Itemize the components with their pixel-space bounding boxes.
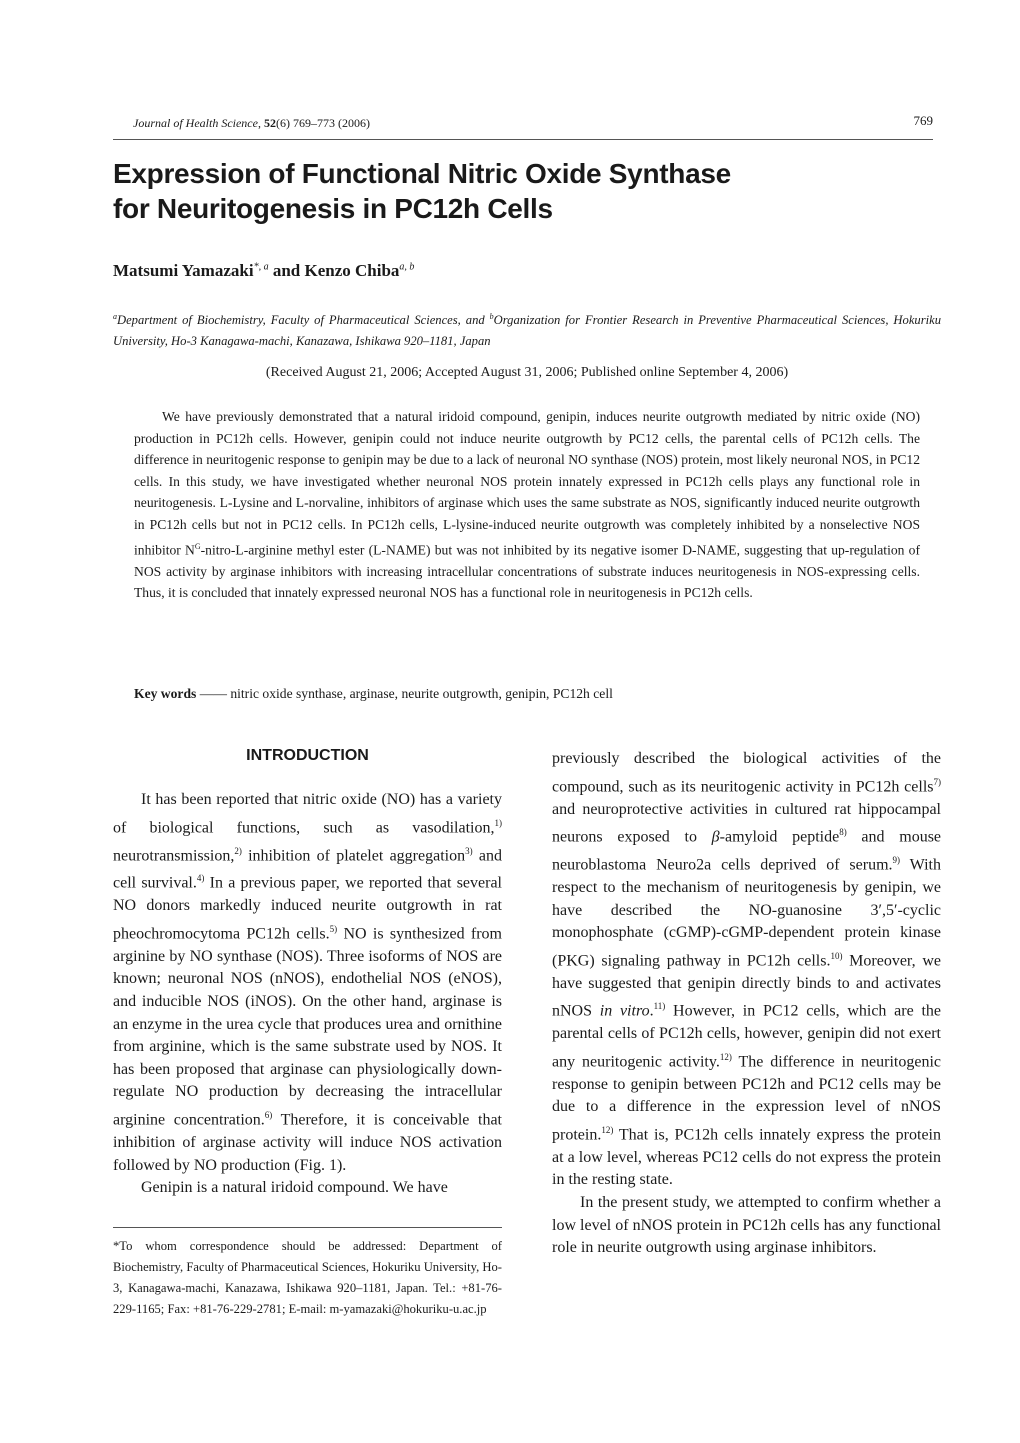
intro-paragraph-3: In the present study, we attempted to confirm whether a low level of nNOS protein in PC12h cells has any functional role in neurite outgrowth using arginase inhibitors. [552,1193,941,1257]
right-column [552,748,941,1260]
keywords-label: Key words [134,686,197,701]
abstract-part-1: We have previously demonstrated that a natural iridoid compound, genipin, induces neurite outgrowth mediated by nitric oxide (NO) production in PC12h cells. However, genipin could not induce neurite outgrowth by PC12 cells, the parental cells of PC12h cells. The difference in neuritogenic response to genipin may be due to a lack of neuronal NO synthase (NOS) protein, most likely neuronal NOS, in PC12 cells. In this study, we have investigated whether neuronal NOS protein innately expressed in PC12h cells plays any functional role in neuritogenesis. L-Lysine and L-norvaline, inhibitors of arginase which uses the same substrate as NOS, significantly induced neurite outgrowth in PC12h cells but not in PC12 cells. In PC12h cells, L-lysine-induced neurite outgrowth was completely inhibited by a nonselective NOS inhibitor N [134,409,920,558]
journal-name: Journal of Health Science [133,116,258,130]
keywords-text: nitric oxide synthase, arginase, neurite outgrowth, genipin, PC12h cell [230,686,613,701]
received-dates: (Received August 21, 2006; Accepted August 31, 2006; Published online September 4, 2006) [265,365,789,380]
author-list [113,261,414,281]
affil-mark-b: b [489,312,494,321]
intro-paragraph-1: It has been reported that nitric oxide (NO) has a variety of biological functions, such as vasodilation,$^{1)}$ neurotransmission,$^{2)}$ inhibition of platelet aggregation$^{3)}$ and cell survival.$^{4)}$ In a previous paper, we reported that several NO donors markedly induced neurite outgrowth in rat pheochromocytoma PC12h cells.$^{5)}$ NO is synthesized from arginine by NO synthase (NOS). Three isoforms of NOS are known; neuronal NOS (nNOS), endothelial NOS (eNOS), and inducible NOS (iNOS). On the other hand, arginase is an enzyme in the urea cycle that produces urea and ornithine from arginine, which is the same substrate used by NOS. It has been proposed that arginase can physiologically down-regulate NO production by decreasing the intracellular arginine concentration.$^{6)}$ Therefore, it is conceivable that inhibition of arginase activity will induce NOS activation followed by NO production (Fig. 1). [113,791,503,1174]
journal-citation: Journal of Health Science, 52(6) 769–773 (2006) [133,116,370,130]
intro-paragraph-2-start: Genipin is a natural iridoid compound. We have [141,1179,448,1197]
keywords [134,686,920,702]
intro-paragraph-2-continued: previously described the biological activities of the compound, such as its neuritogenic activity in PC12h cells$^{7)}$ and neuroprotective activities in cultured rat hippocampal neurons exposed to β-amyloid peptide$^{8)}$ and mouse neuroblastoma Neuro2a cells deprived of serum.$^{9)}$ With respect to the mechanism of neuritogenesis by genipin, we have described the NO-guanosine 3′,5′-cyclic monophosphate (cGMP)-cGMP-dependent protein kinase (PKG) signaling pathway in PC12h cells.$^{10)}$ Moreover, we have suggested that genipin directly binds to and activates nNOS in vitro.$^{11)}$ However, in PC12 cells, which are the parental cells of PC12h cells, however, genipin did not exert any neuritogenic activity.$^{12)}$ The difference in neuritogenic response to genipin between PC12h and PC12 cells may be due to a difference in the expression level of nNOS protein.$^{12)}$ That is, PC12h cells innately express the protein at a low level, whereas PC12 cells do not express the protein in the resting state. [552,750,942,1189]
footnote-text: *To whom correspondence should be addressed: Department of Biochemistry, Faculty of Pharmaceutical Sciences, Hokuriku University, Ho-3, Kanagawa-machi, Kanazawa, Ishikawa 920–1181, Japan. Tel.: +81-76-229-1165; Fax: +81-76-229-2781; E-mail: m-yamazaki@hokuriku-u.ac.jp [113,1239,502,1316]
keywords-dash: —— [199,686,227,701]
correspondence-footnote [113,1227,502,1320]
affil-mark-a: a [113,312,117,321]
left-column [113,743,502,1200]
journal-issue-pages: (6) 769–773 (2006) [275,116,370,130]
author-1-marks: *, a [253,261,269,273]
abstract-part-2: -nitro-L-arginine methyl ester (L-NAME) but was not inhibited by its negative isomer D-NAME, suggesting that up-regulation of NOS activity by arginase inhibitors with increasing intracellular concentrations of substrate induces neuritogenesis in NOS-expressing cells. Thus, it is concluded that innately expressed neuronal NOS has a functional role in neuritogenesis in PC12h cells. [134,542,920,601]
article-title [113,156,933,226]
title-line-1: Expression of Functional Nitric Oxide Synthase [113,158,731,189]
abstract [134,406,920,604]
abstract-superscript: G [194,541,201,551]
author-2-marks: a, b [399,261,415,273]
affil-text-2: Organization for Frontier Research in Preventive Pharmaceutical Sciences, Hokuriku University, Ho-3 Kanagawa-machi, Kanazawa, Ishikawa 920–1181, Japan [113,313,941,349]
author-conjunction: and [272,261,301,280]
affil-text-1: Department of Biochemistry, Faculty of Pharmaceutical Sciences, and [117,313,490,328]
author-2: Kenzo Chiba [304,261,400,280]
title-line-2: for Neuritogenesis in PC12h Cells [113,193,553,224]
running-header [113,113,933,140]
journal-volume: 52 [263,116,276,130]
author-1: Matsumi Yamazaki [113,261,254,280]
section-heading-introduction: INTRODUCTION [246,747,369,764]
page-number: 769 [913,113,933,128]
affiliations [113,306,941,352]
